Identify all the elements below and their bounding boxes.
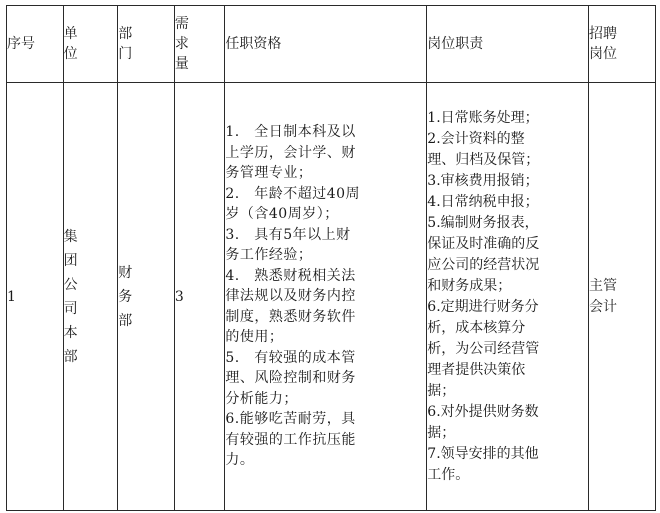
cell-dept-char: 财	[118, 264, 133, 281]
cell-dept-char: 部	[118, 312, 133, 329]
duty-line: 析，成本核算分	[427, 319, 526, 336]
cell-dept-char: 务	[118, 288, 133, 305]
cell-unit-char: 公	[63, 276, 78, 293]
duty-line: 理者提供决策依	[427, 361, 526, 378]
header-dept	[118, 6, 175, 83]
cell-unit-char: 部	[63, 348, 78, 365]
duty-line: 2.会计资料的整	[427, 130, 525, 147]
header-unit-line: 位	[63, 46, 78, 62]
cell-position-line: 会计	[589, 298, 618, 315]
duty-line: 工作。	[427, 466, 470, 483]
duty-line: 据；	[427, 382, 456, 399]
qualification-line: 分析能力；	[225, 390, 298, 407]
cell-position	[589, 83, 656, 511]
header-dept-line: 部	[118, 26, 133, 42]
duty-line: 6.定期进行财务分	[427, 298, 539, 315]
qualification-line: 6.能够吃苦耐劳，具	[225, 411, 356, 428]
qualification-line: 5. 有较强的成本管	[225, 349, 356, 366]
cell-unit-char: 团	[63, 252, 78, 269]
qualification-line: 上学历，会计学、财	[225, 144, 356, 161]
table-row	[7, 83, 656, 511]
duty-line: 7.领导安排的其他	[427, 445, 539, 462]
header-position-line: 岗位	[589, 46, 618, 62]
cell-quantity: 3	[174, 83, 224, 511]
qualification-line: 务工作经验；	[225, 247, 313, 264]
cell-dept	[118, 83, 175, 511]
duty-line: 应公司的经营状况	[427, 256, 540, 273]
duty-line: 保证及时准确的反	[427, 235, 540, 252]
qualification-line: 务管理专业；	[225, 165, 313, 182]
header-position-line: 招聘	[589, 26, 618, 42]
duty-line: 6.对外提供财务数	[427, 403, 539, 420]
cell-unit-char: 本	[63, 324, 78, 341]
qualification-line: 岁（含40周岁）；	[225, 206, 339, 223]
duty-line: 和财务成果；	[427, 277, 512, 294]
duty-line: 理、归档及保管；	[427, 151, 540, 168]
header-index: 序号	[7, 6, 64, 83]
qualification-line: 有较强的工作抗压能	[225, 431, 356, 448]
header-quantity-line: 需	[174, 16, 189, 32]
duty-line: 4.日常纳税申报；	[427, 193, 539, 210]
recruitment-table	[6, 5, 656, 511]
qualification-line: 的使用；	[225, 329, 284, 346]
cell-position-line: 主管	[589, 277, 618, 294]
header-unit	[63, 6, 118, 83]
cell-unit-char: 集	[63, 228, 78, 245]
header-qualifications: 任职资格	[225, 6, 427, 83]
qualification-line: 3. 具有5年以上财	[225, 226, 351, 243]
header-quantity-line: 量	[174, 56, 189, 72]
header-position	[589, 6, 656, 83]
header-row	[7, 6, 656, 83]
qualification-line: 力。	[225, 452, 255, 469]
qualification-line: 制度，熟悉财务软件	[225, 308, 356, 325]
header-quantity	[174, 6, 224, 83]
duty-line: 析，为公司经营管	[427, 340, 540, 357]
cell-duties	[427, 83, 589, 511]
header-duties: 岗位职责	[427, 6, 589, 83]
duty-line: 据；	[427, 424, 456, 441]
duty-line: 3.审核费用报销；	[427, 172, 539, 189]
qualification-line: 4. 熟悉财税相关法	[225, 267, 356, 284]
header-unit-line: 单	[63, 26, 78, 42]
cell-qualifications	[225, 83, 427, 511]
cell-unit-char: 司	[63, 300, 78, 317]
qualification-line: 2. 年龄不超过40周	[225, 185, 361, 202]
header-quantity-line: 求	[174, 36, 189, 52]
cell-unit	[63, 83, 118, 511]
qualification-line: 1. 全日制本科及以	[225, 124, 356, 141]
cell-index: 1	[7, 83, 64, 511]
duty-line: 5.编制财务报表，	[427, 214, 539, 231]
duty-line: 1.日常账务处理；	[427, 109, 539, 126]
qualification-line: 律法规以及财务内控	[225, 288, 356, 305]
header-dept-line: 门	[118, 46, 133, 62]
qualification-line: 理、风险控制和财务	[225, 370, 356, 387]
